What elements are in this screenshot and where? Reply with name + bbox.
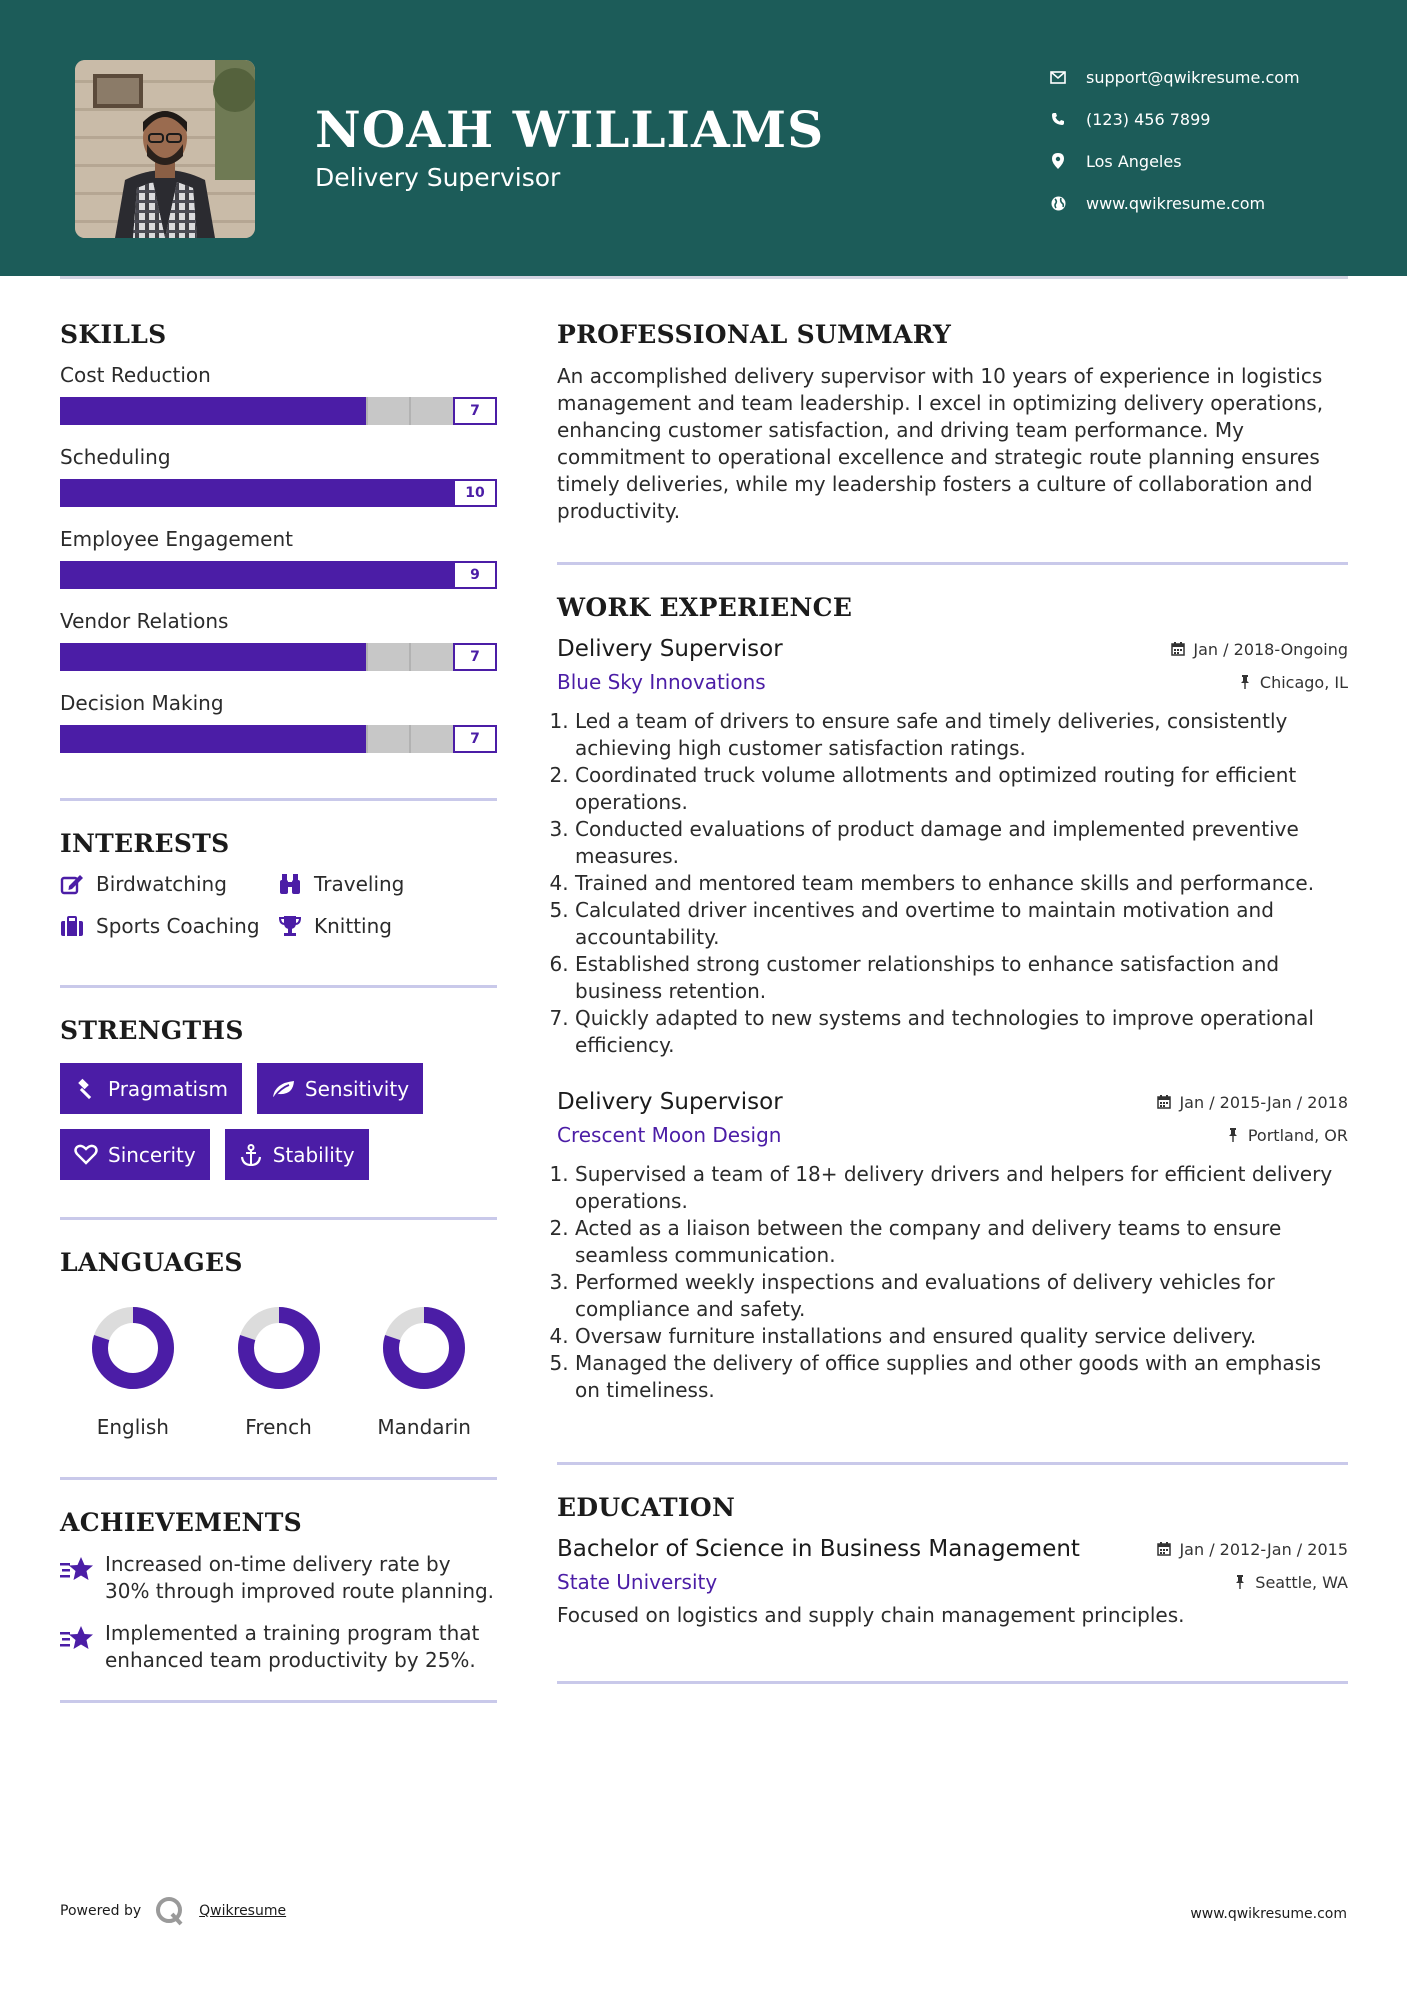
duty-item: 2. Coordinated truck volume allotments and optimized routing for efficient operations. <box>575 762 1348 816</box>
language-donut <box>236 1305 322 1391</box>
gavel-icon <box>74 1077 98 1101</box>
envelope-icon <box>1050 69 1066 85</box>
summary-text: An accomplished delivery supervisor with 10 years of experience in logistics management and team leadership. I excel in optimizing delivery operations, enhancing customer satisfaction, and driving team performance. My commitment to operational excellence and strategic route planning ensures timely deliveries, while my leadership fosters a culture of collaboration and productivity. <box>557 364 1324 523</box>
leaf-icon <box>271 1077 295 1101</box>
duty-item: 3. Conducted evaluations of product damage and implemented preventive measures. <box>575 816 1348 870</box>
job-role: Delivery Supervisor <box>557 1089 783 1115</box>
interest-item <box>60 914 278 938</box>
skill-bar-segment <box>409 643 411 671</box>
skill-label: Cost Reduction <box>60 363 211 387</box>
skill-bar-fill <box>60 725 366 753</box>
language-label: Mandarin <box>377 1415 471 1439</box>
globe-icon <box>1050 195 1066 211</box>
strength-badge <box>60 1063 242 1114</box>
duty-item: 4. Oversaw furniture installations and ensured quality service delivery. <box>575 1323 1348 1350</box>
education-dates-text: Jan / 2012-Jan / 2015 <box>1179 1539 1348 1559</box>
interest-label: Traveling <box>314 872 405 896</box>
strength-label: Sensitivity <box>304 1076 410 1101</box>
education-dates <box>1157 1540 1348 1559</box>
skills-list <box>60 363 497 753</box>
skill-score: 7 <box>453 725 497 753</box>
section-divider <box>557 562 1348 565</box>
education-school: State University <box>557 1570 718 1594</box>
calendar-icon <box>1157 1095 1171 1109</box>
skill-bar-fill <box>60 397 366 425</box>
anchor-icon <box>239 1143 263 1167</box>
languages-heading: LANGUAGES <box>60 1248 243 1277</box>
job-duties <box>557 708 1348 1059</box>
job-company: Crescent Moon Design <box>557 1123 782 1147</box>
interest-label: Birdwatching <box>96 872 227 896</box>
strengths-heading: STRENGTHS <box>60 1016 244 1045</box>
skill-bar-fill <box>60 561 453 589</box>
skill-bar <box>60 561 497 589</box>
job-location <box>1238 673 1348 692</box>
contact-phone-text: (123) 456 7899 <box>1086 109 1211 129</box>
job-dates-text: Jan / 2018-Ongoing <box>1193 639 1348 659</box>
briefcase-icon <box>60 914 84 938</box>
pushpin-icon <box>1238 675 1252 689</box>
language-item <box>60 1305 206 1439</box>
interest-item <box>278 872 497 896</box>
skill-bar-fill <box>60 479 453 507</box>
skill-label: Decision Making <box>60 691 224 715</box>
duty-item: 1. Led a team of drivers to ensure safe and timely deliveries, consistently achieving high customer satisfaction ratings. <box>575 708 1348 762</box>
achievements-list <box>60 1551 497 1674</box>
map-pin-icon <box>1050 153 1066 169</box>
job-location <box>1226 1126 1348 1145</box>
skill-score: 10 <box>453 479 497 507</box>
heart-icon <box>74 1143 98 1167</box>
star-badge-icon <box>60 1553 94 1587</box>
duty-item: 2. Acted as a liaison between the company and delivery teams to ensure seamless communication. <box>575 1215 1348 1269</box>
language-donut <box>381 1305 467 1391</box>
skill-bar-segment <box>409 725 411 753</box>
interest-label: Sports Coaching <box>96 914 260 938</box>
skill-bar-segment <box>409 397 411 425</box>
skill-bar <box>60 725 497 753</box>
contact-email-text: support@qwikresume.com <box>1086 67 1300 87</box>
education-description: Focused on logistics and supply chain management principles. <box>557 1603 1185 1627</box>
skill-item <box>60 527 497 589</box>
skill-bar <box>60 397 497 425</box>
language-item <box>206 1305 352 1439</box>
skill-label: Scheduling <box>60 445 171 469</box>
language-donut <box>90 1305 176 1391</box>
experience-heading: WORK EXPERIENCE <box>557 593 853 622</box>
pushpin-icon <box>1226 1128 1240 1142</box>
edit-icon <box>60 872 84 896</box>
left-column <box>60 320 497 1703</box>
strength-label: Stability <box>272 1142 355 1167</box>
qwikresume-logo-icon <box>155 1896 185 1926</box>
interest-item <box>278 914 497 938</box>
job-company: Blue Sky Innovations <box>557 670 766 694</box>
job-role: Delivery Supervisor <box>557 636 783 662</box>
calendar-icon <box>1171 642 1185 656</box>
job-dates <box>1157 1093 1348 1112</box>
duty-item: 5. Managed the delivery of office supplies and other goods with an emphasis on timeliness. <box>575 1350 1348 1404</box>
powered-by-text: Powered by <box>60 1903 142 1919</box>
skill-score: 9 <box>453 561 497 589</box>
duty-item: 4. Trained and mentored team members to enhance skills and performance. <box>575 870 1348 897</box>
section-divider <box>60 798 497 801</box>
skill-bar <box>60 643 497 671</box>
job-entry <box>557 1089 1348 1404</box>
duty-item: 1. Supervised a team of 18+ delivery drivers and helpers for efficient delivery operations. <box>575 1161 1348 1215</box>
pushpin-icon <box>1233 1575 1247 1589</box>
section-divider <box>60 1477 497 1480</box>
skill-item <box>60 609 497 671</box>
achievement-text: Implemented a training program that enhanced team productivity by 25%. <box>105 1621 480 1672</box>
contact-list <box>1050 56 1300 224</box>
section-divider <box>60 985 497 988</box>
education-location <box>1233 1573 1348 1592</box>
achievement-item <box>60 1620 497 1674</box>
contact-location <box>1050 140 1300 182</box>
footer-url[interactable]: www.qwikresume.com <box>1190 1906 1347 1922</box>
strength-badge <box>225 1129 369 1180</box>
section-divider <box>557 1681 1348 1684</box>
contact-email[interactable] <box>1050 56 1300 98</box>
header-banner <box>0 0 1407 276</box>
strength-badge <box>257 1063 423 1114</box>
strength-label: Pragmatism <box>108 1076 228 1101</box>
duty-item: 3. Performed weekly inspections and evaluations of delivery vehicles for compliance and safety. <box>575 1269 1348 1323</box>
skill-score: 7 <box>453 643 497 671</box>
binoculars-icon <box>278 872 302 896</box>
duty-item: 5. Calculated driver incentives and overtime to maintain motivation and accountability. <box>575 897 1348 951</box>
job-dates-text: Jan / 2015-Jan / 2018 <box>1179 1092 1348 1112</box>
profile-photo <box>75 60 255 238</box>
interest-item <box>60 872 278 896</box>
job-entry <box>557 636 1348 1059</box>
trophy-icon <box>278 914 302 938</box>
language-item <box>351 1305 497 1439</box>
education-degree: Bachelor of Science in Business Management <box>557 1536 1080 1562</box>
strengths-list <box>60 1063 497 1180</box>
skill-bar <box>60 479 497 507</box>
education-location-text: Seattle, WA <box>1255 1572 1348 1592</box>
contact-website[interactable] <box>1050 182 1300 224</box>
summary-heading: PROFESSIONAL SUMMARY <box>557 320 952 349</box>
contact-website-text: www.qwikresume.com <box>1086 193 1266 213</box>
skill-label: Employee Engagement <box>60 527 293 551</box>
experience-list <box>557 636 1348 1404</box>
qwikresume-link[interactable]: Qwikresume <box>199 1903 287 1919</box>
header-divider <box>60 276 1348 279</box>
skill-bar-segment <box>366 397 368 425</box>
skill-item <box>60 363 497 425</box>
skill-item <box>60 445 497 507</box>
job-dates <box>1171 640 1348 659</box>
job-location-text: Chicago, IL <box>1259 672 1348 692</box>
languages-list <box>60 1305 497 1439</box>
achievements-heading: ACHIEVEMENTS <box>60 1508 302 1537</box>
duty-item: 6. Established strong customer relationships to enhance satisfaction and business retention. <box>575 951 1348 1005</box>
interests-heading: INTERESTS <box>60 829 230 858</box>
skill-bar-segment <box>366 643 368 671</box>
contact-phone[interactable] <box>1050 98 1300 140</box>
education-heading: EDUCATION <box>557 1493 736 1522</box>
calendar-icon <box>1157 1542 1171 1556</box>
contact-location-text: Los Angeles <box>1086 151 1182 171</box>
skill-score: 7 <box>453 397 497 425</box>
language-label: English <box>96 1415 169 1439</box>
job-duties <box>557 1161 1348 1404</box>
interests-list <box>60 872 497 938</box>
candidate-name: NOAH WILLIAMS <box>315 100 825 159</box>
job-location-text: Portland, OR <box>1247 1125 1348 1145</box>
duty-item: 7. Quickly adapted to new systems and technologies to improve operational efficiency. <box>575 1005 1348 1059</box>
candidate-title: Delivery Supervisor <box>315 163 561 192</box>
achievement-item <box>60 1551 497 1605</box>
star-badge-icon <box>60 1622 94 1656</box>
skill-item <box>60 691 497 753</box>
skills-heading: SKILLS <box>60 320 167 349</box>
footer-powered-by <box>60 1896 286 1926</box>
section-divider <box>557 1462 1348 1465</box>
section-divider <box>60 1217 497 1220</box>
strength-label: Sincerity <box>108 1142 196 1167</box>
skill-bar-fill <box>60 643 366 671</box>
strength-badge <box>60 1129 210 1180</box>
language-label: French <box>245 1415 312 1439</box>
interest-label: Knitting <box>314 914 392 938</box>
skill-bar-segment <box>366 725 368 753</box>
section-divider <box>60 1700 497 1703</box>
skill-label: Vendor Relations <box>60 609 229 633</box>
education-entry <box>557 1536 1348 1629</box>
right-column <box>557 320 1348 1684</box>
achievement-text: Increased on-time delivery rate by 30% through improved route planning. <box>105 1552 495 1603</box>
phone-icon <box>1050 111 1066 127</box>
